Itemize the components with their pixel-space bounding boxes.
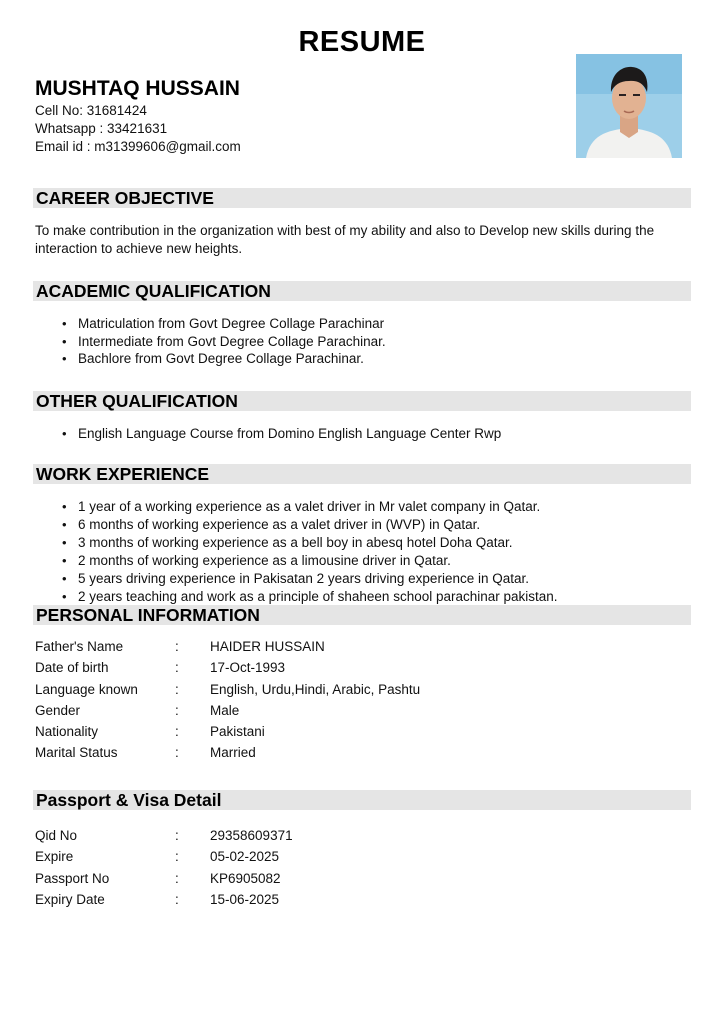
info-separator: : — [175, 702, 179, 718]
work-experience-list — [62, 498, 558, 606]
info-value: 29358609371 — [210, 828, 293, 843]
list-item: • 1 year of a working experience as a valet driver in Mr valet company in Qatar. — [62, 498, 558, 516]
list-item: • 5 years driving experience in Pakisatan 2 years driving experience in Qatar. — [62, 570, 558, 588]
info-label: Father's Name — [35, 639, 124, 654]
info-label: Language known — [35, 681, 138, 697]
list-item: • 2 years teaching and work as a principle of shaheen school parachinar pakistan. — [62, 588, 558, 606]
info-label: Qid No — [35, 828, 78, 843]
section-academic-qualification — [33, 281, 691, 301]
info-row — [35, 871, 675, 892]
email-address: Email id : m31399606@gmail.com — [35, 139, 241, 154]
candidate-name: MUSHTAQ HUSSAIN — [35, 77, 240, 100]
profile-photo — [576, 54, 682, 158]
info-value: 17-Oct-1993 — [210, 660, 286, 676]
info-row — [35, 892, 675, 913]
list-item: • 3 months of working experience as a bell boy in abesq hotel Doha Qatar. — [62, 534, 558, 552]
info-value: English, Urdu,Hindi, Arabic, Pashtu — [210, 681, 421, 697]
info-row — [35, 849, 675, 870]
list-item: • 2 months of working experience as a limousine driver in Qatar. — [62, 552, 558, 570]
cell-number: Cell No: 31681424 — [35, 103, 147, 118]
list-item: • English Language Course from Domino English Language Center Rwp — [62, 425, 501, 443]
info-value: Male — [210, 702, 240, 718]
info-row — [35, 745, 675, 766]
personal-info-table — [35, 639, 675, 767]
section-heading: ACADEMIC QUALIFICATION — [36, 281, 271, 301]
info-separator: : — [175, 724, 179, 740]
info-label: Expiry Date — [35, 891, 105, 907]
list-item: • Bachlore from Govt Degree Collage Parachinar. — [62, 350, 386, 368]
whatsapp-number: Whatsapp : 33421631 — [35, 121, 168, 136]
info-value: Married — [210, 745, 256, 761]
section-personal-information — [33, 605, 691, 625]
info-separator: : — [175, 745, 179, 761]
section-passport-visa — [33, 790, 691, 810]
info-value: 05-02-2025 — [210, 849, 280, 865]
info-row — [35, 682, 675, 703]
section-heading: Passport & Visa Detail — [36, 790, 222, 810]
info-value: Pakistani — [210, 724, 265, 740]
info-label: Expire — [35, 849, 74, 865]
list-item: • 6 months of working experience as a valet driver in (WVP) in Qatar. — [62, 516, 558, 534]
info-separator: : — [175, 639, 179, 654]
section-heading: CAREER OBJECTIVE — [36, 188, 214, 208]
info-label: Marital Status — [35, 745, 118, 761]
section-career-objective — [33, 188, 691, 208]
section-work-experience — [33, 464, 691, 484]
section-heading: OTHER QUALIFICATION — [36, 391, 238, 411]
career-objective-text: To make contribution in the organization with best of my ability and also to Develop new skills during the interaction to achieve new heights. — [35, 223, 655, 256]
info-separator: : — [175, 891, 179, 907]
section-other-qualification — [33, 391, 691, 411]
info-value: 15-06-2025 — [210, 891, 280, 907]
info-label: Date of birth — [35, 660, 109, 676]
info-separator: : — [175, 681, 179, 697]
info-separator: : — [175, 660, 179, 676]
info-label: Passport No — [35, 870, 110, 886]
info-separator: : — [175, 849, 179, 865]
other-qualification-list — [62, 425, 501, 443]
info-separator: : — [175, 828, 179, 843]
info-row — [35, 724, 675, 745]
info-value: HAIDER HUSSAIN — [210, 639, 325, 654]
academic-list — [62, 315, 386, 368]
info-row — [35, 828, 675, 849]
info-row — [35, 660, 675, 681]
section-heading: WORK EXPERIENCE — [36, 464, 210, 484]
info-label: Nationality — [35, 724, 99, 740]
document-title: RESUME — [298, 26, 426, 58]
info-row — [35, 639, 675, 660]
info-label: Gender — [35, 702, 81, 718]
list-item: • Intermediate from Govt Degree Collage Parachinar. — [62, 333, 386, 351]
section-heading: PERSONAL INFORMATION — [36, 605, 260, 625]
list-item: • Matriculation from Govt Degree Collage Parachinar — [62, 315, 386, 333]
info-value: KP6905082 — [210, 870, 281, 886]
info-separator: : — [175, 870, 179, 886]
passport-info-table — [35, 828, 675, 913]
info-row — [35, 703, 675, 724]
